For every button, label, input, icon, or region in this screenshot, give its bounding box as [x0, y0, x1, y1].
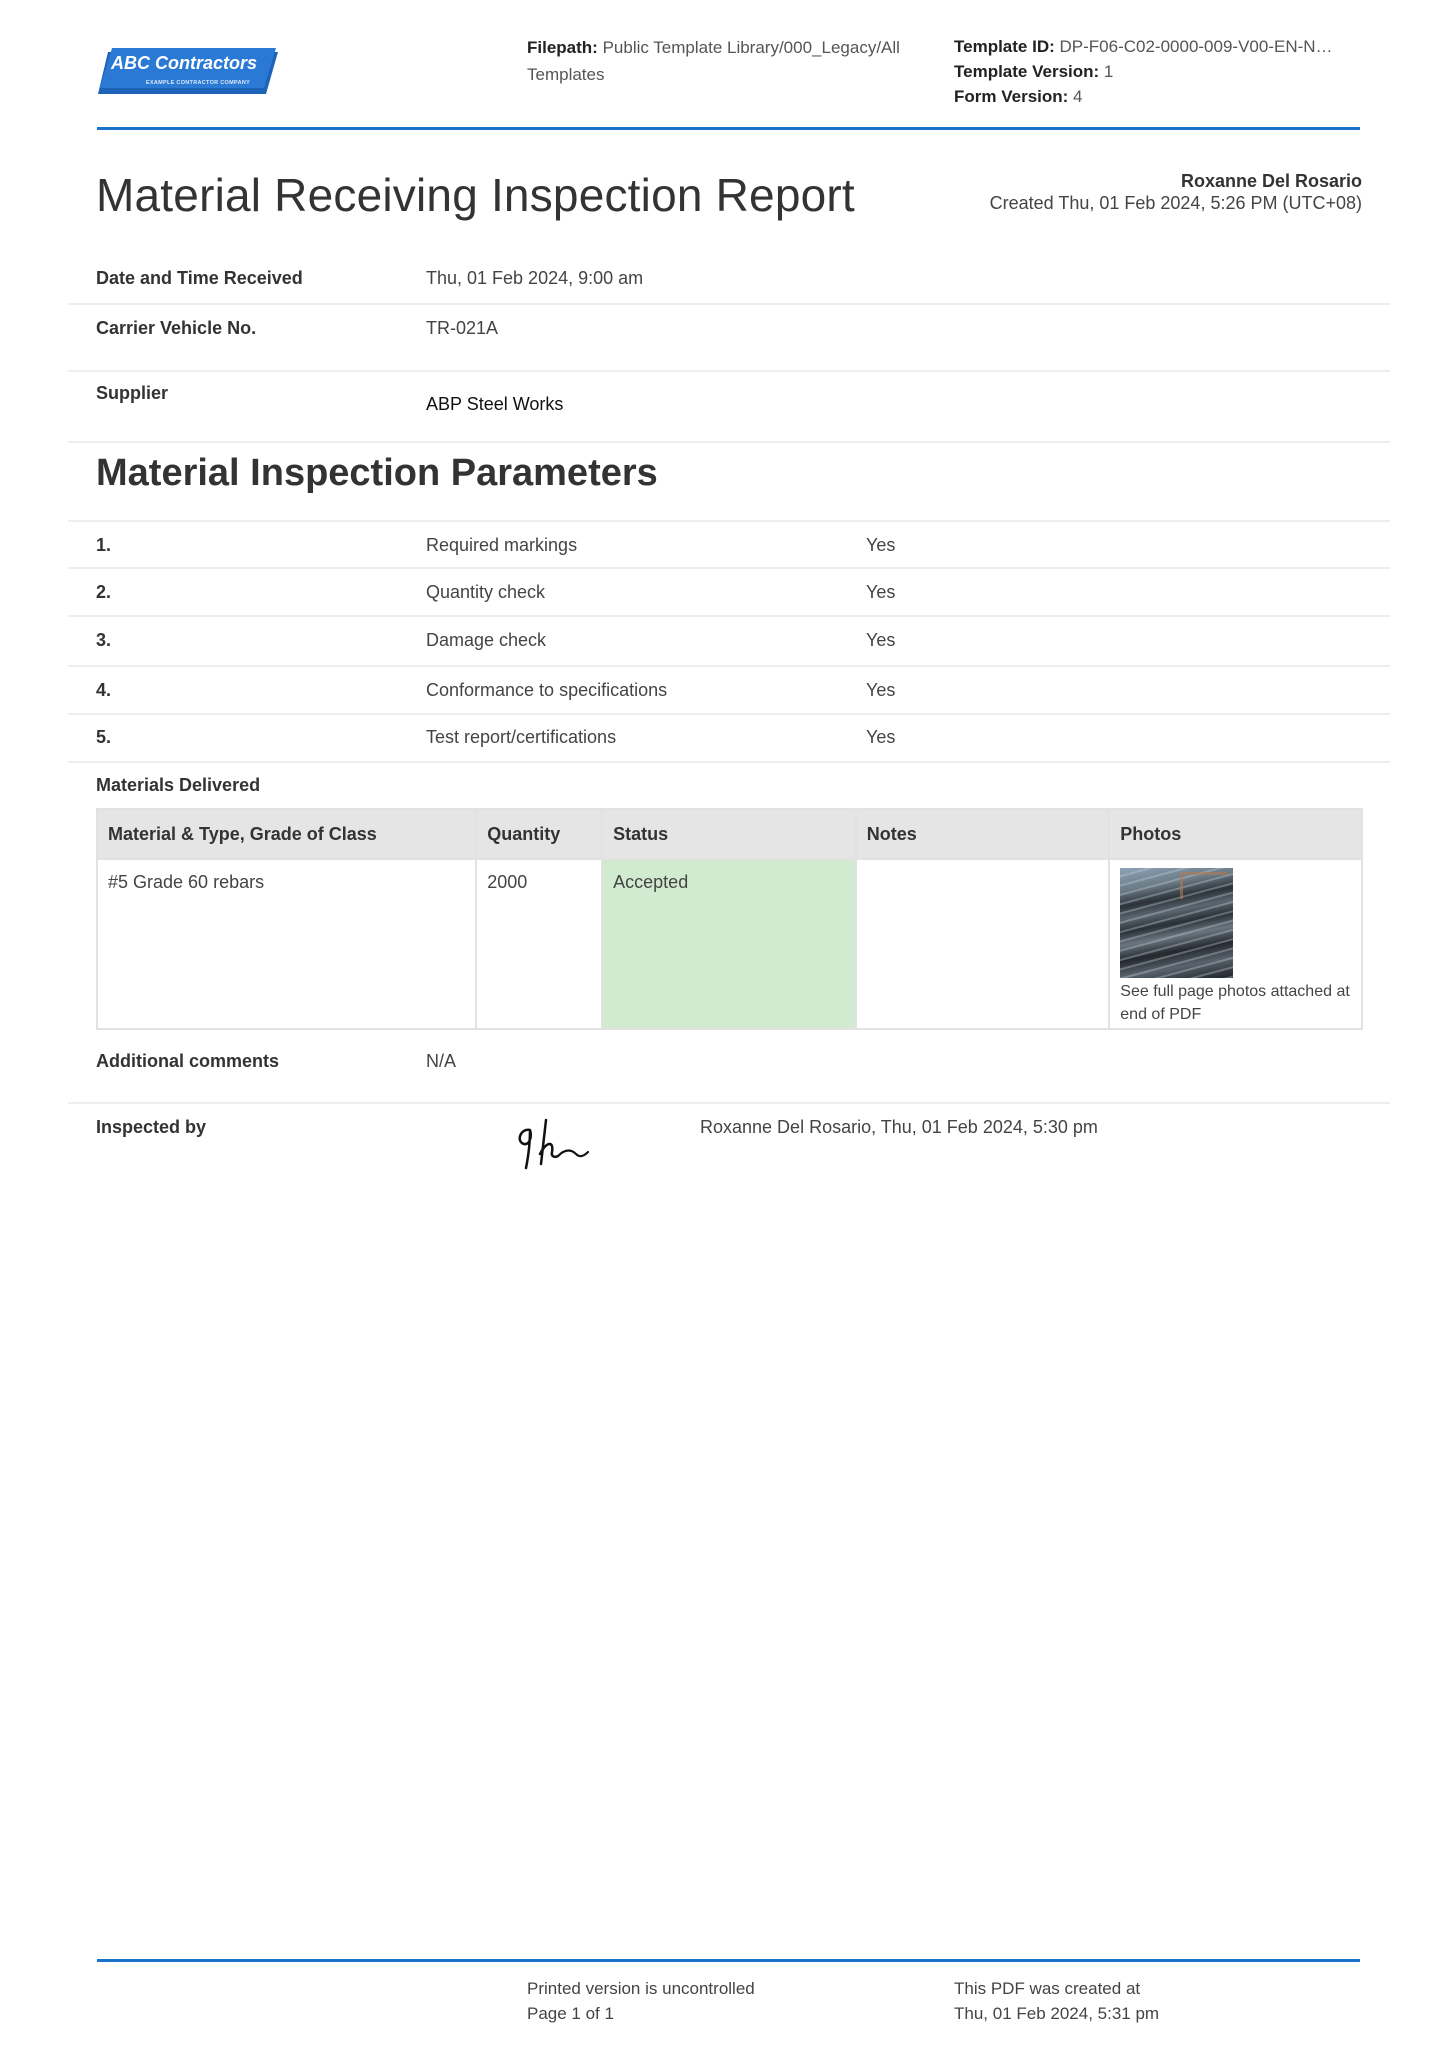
pdf-created-label: This PDF was created at [954, 1979, 1141, 1998]
field-label-date-received: Date and Time Received [96, 268, 303, 288]
cell-quantity: 2000 [476, 859, 602, 1029]
param-label: Required markings [426, 535, 578, 555]
param-answer: Yes [866, 680, 896, 700]
filepath-block [527, 34, 937, 88]
form-version-label: Form Version: [954, 87, 1069, 106]
cell-photos [1109, 859, 1362, 1029]
param-label: Quantity check [426, 582, 546, 602]
inspected-by-label: Inspected by [96, 1117, 207, 1137]
report-creator [990, 170, 1362, 214]
column-header-notes: Notes [856, 809, 1110, 859]
logo-name: ABC Contractors [110, 53, 257, 73]
section-heading-parameters: Material Inspection Parameters [96, 452, 658, 494]
materials-table [96, 808, 1363, 1030]
author-name: Roxanne Del Rosario [1180, 171, 1362, 191]
page-title: Material Receiving Inspection Report [96, 169, 855, 221]
param-answer: Yes [866, 535, 896, 555]
column-header-material: Material & Type, Grade of Class [97, 809, 476, 859]
param-number: 3. [96, 630, 112, 650]
param-label: Test report/certifications [426, 727, 617, 747]
cell-status-accepted: Accepted [602, 859, 856, 1029]
param-number: 2. [96, 582, 112, 602]
param-number: 5. [96, 727, 112, 747]
template-version-value: 1 [1103, 62, 1114, 81]
logo-tagline: EXAMPLE CONTRACTOR COMPANY [145, 80, 251, 86]
divider [68, 441, 1390, 443]
cell-notes [856, 859, 1110, 1029]
template-id-label: Template ID: [954, 37, 1055, 56]
param-label: Damage check [426, 630, 547, 650]
filepath-value: Public Template Library/000_Legacy/All [602, 38, 900, 57]
param-answer: Yes [866, 630, 896, 650]
signature-icon [510, 1118, 620, 1174]
column-header-status: Status [602, 809, 856, 859]
divider [68, 303, 1390, 305]
field-value-date-received: Thu, 01 Feb 2024, 9:00 am [426, 268, 644, 288]
table-header-row [97, 809, 1362, 859]
divider [68, 1102, 1390, 1104]
field-value-carrier-vehicle: TR-021A [426, 318, 499, 338]
divider [68, 520, 1390, 522]
filepath-label: Filepath: [527, 38, 598, 57]
rebar-photo-thumbnail[interactable] [1120, 868, 1233, 978]
param-number: 1. [96, 535, 112, 555]
template-info [954, 34, 1374, 109]
column-header-quantity: Quantity [476, 809, 602, 859]
divider [68, 761, 1390, 763]
filepath-value-cont: Templates [527, 65, 605, 84]
param-number: 4. [96, 680, 112, 700]
field-label-carrier-vehicle: Carrier Vehicle No. [96, 318, 257, 338]
pdf-created-timestamp: Thu, 01 Feb 2024, 5:31 pm [954, 2004, 1160, 2023]
cell-material: #5 Grade 60 rebars [97, 859, 476, 1029]
param-answer: Yes [866, 727, 896, 747]
company-logo [98, 48, 280, 100]
divider [68, 370, 1390, 372]
param-answer: Yes [866, 582, 896, 602]
photo-caption: See full page photos attached at end of PDF [1120, 983, 1350, 1023]
footer-right [954, 1976, 1159, 2026]
created-timestamp: Created Thu, 01 Feb 2024, 5:26 PM (UTC+08) [989, 193, 1362, 213]
uncontrolled-notice: Printed version is uncontrolled [527, 1979, 755, 1998]
footer-left [527, 1976, 755, 2026]
additional-comments-value: N/A [426, 1051, 457, 1071]
divider [68, 567, 1390, 569]
template-version-label: Template Version: [954, 62, 1100, 81]
inspected-by-value: Roxanne Del Rosario, Thu, 01 Feb 2024, 5:30 pm [700, 1117, 1098, 1137]
column-header-photos: Photos [1109, 809, 1362, 859]
template-id-value: DP-F06-C02-0000-009-V00-EN-N… [1059, 37, 1333, 56]
divider [68, 615, 1390, 617]
field-label-supplier: Supplier [96, 383, 169, 403]
divider [68, 713, 1390, 715]
materials-delivered-label: Materials Delivered [96, 775, 261, 795]
param-label: Conformance to specifications [426, 680, 668, 700]
table-row [97, 859, 1362, 1029]
page-number: Page 1 of 1 [527, 2004, 614, 2023]
footer-divider [97, 1959, 1360, 1962]
form-version-value: 4 [1073, 87, 1083, 106]
header-divider [97, 127, 1360, 130]
additional-comments-label: Additional comments [96, 1051, 280, 1071]
divider [68, 665, 1390, 667]
field-value-supplier: ABP Steel Works [426, 394, 564, 414]
